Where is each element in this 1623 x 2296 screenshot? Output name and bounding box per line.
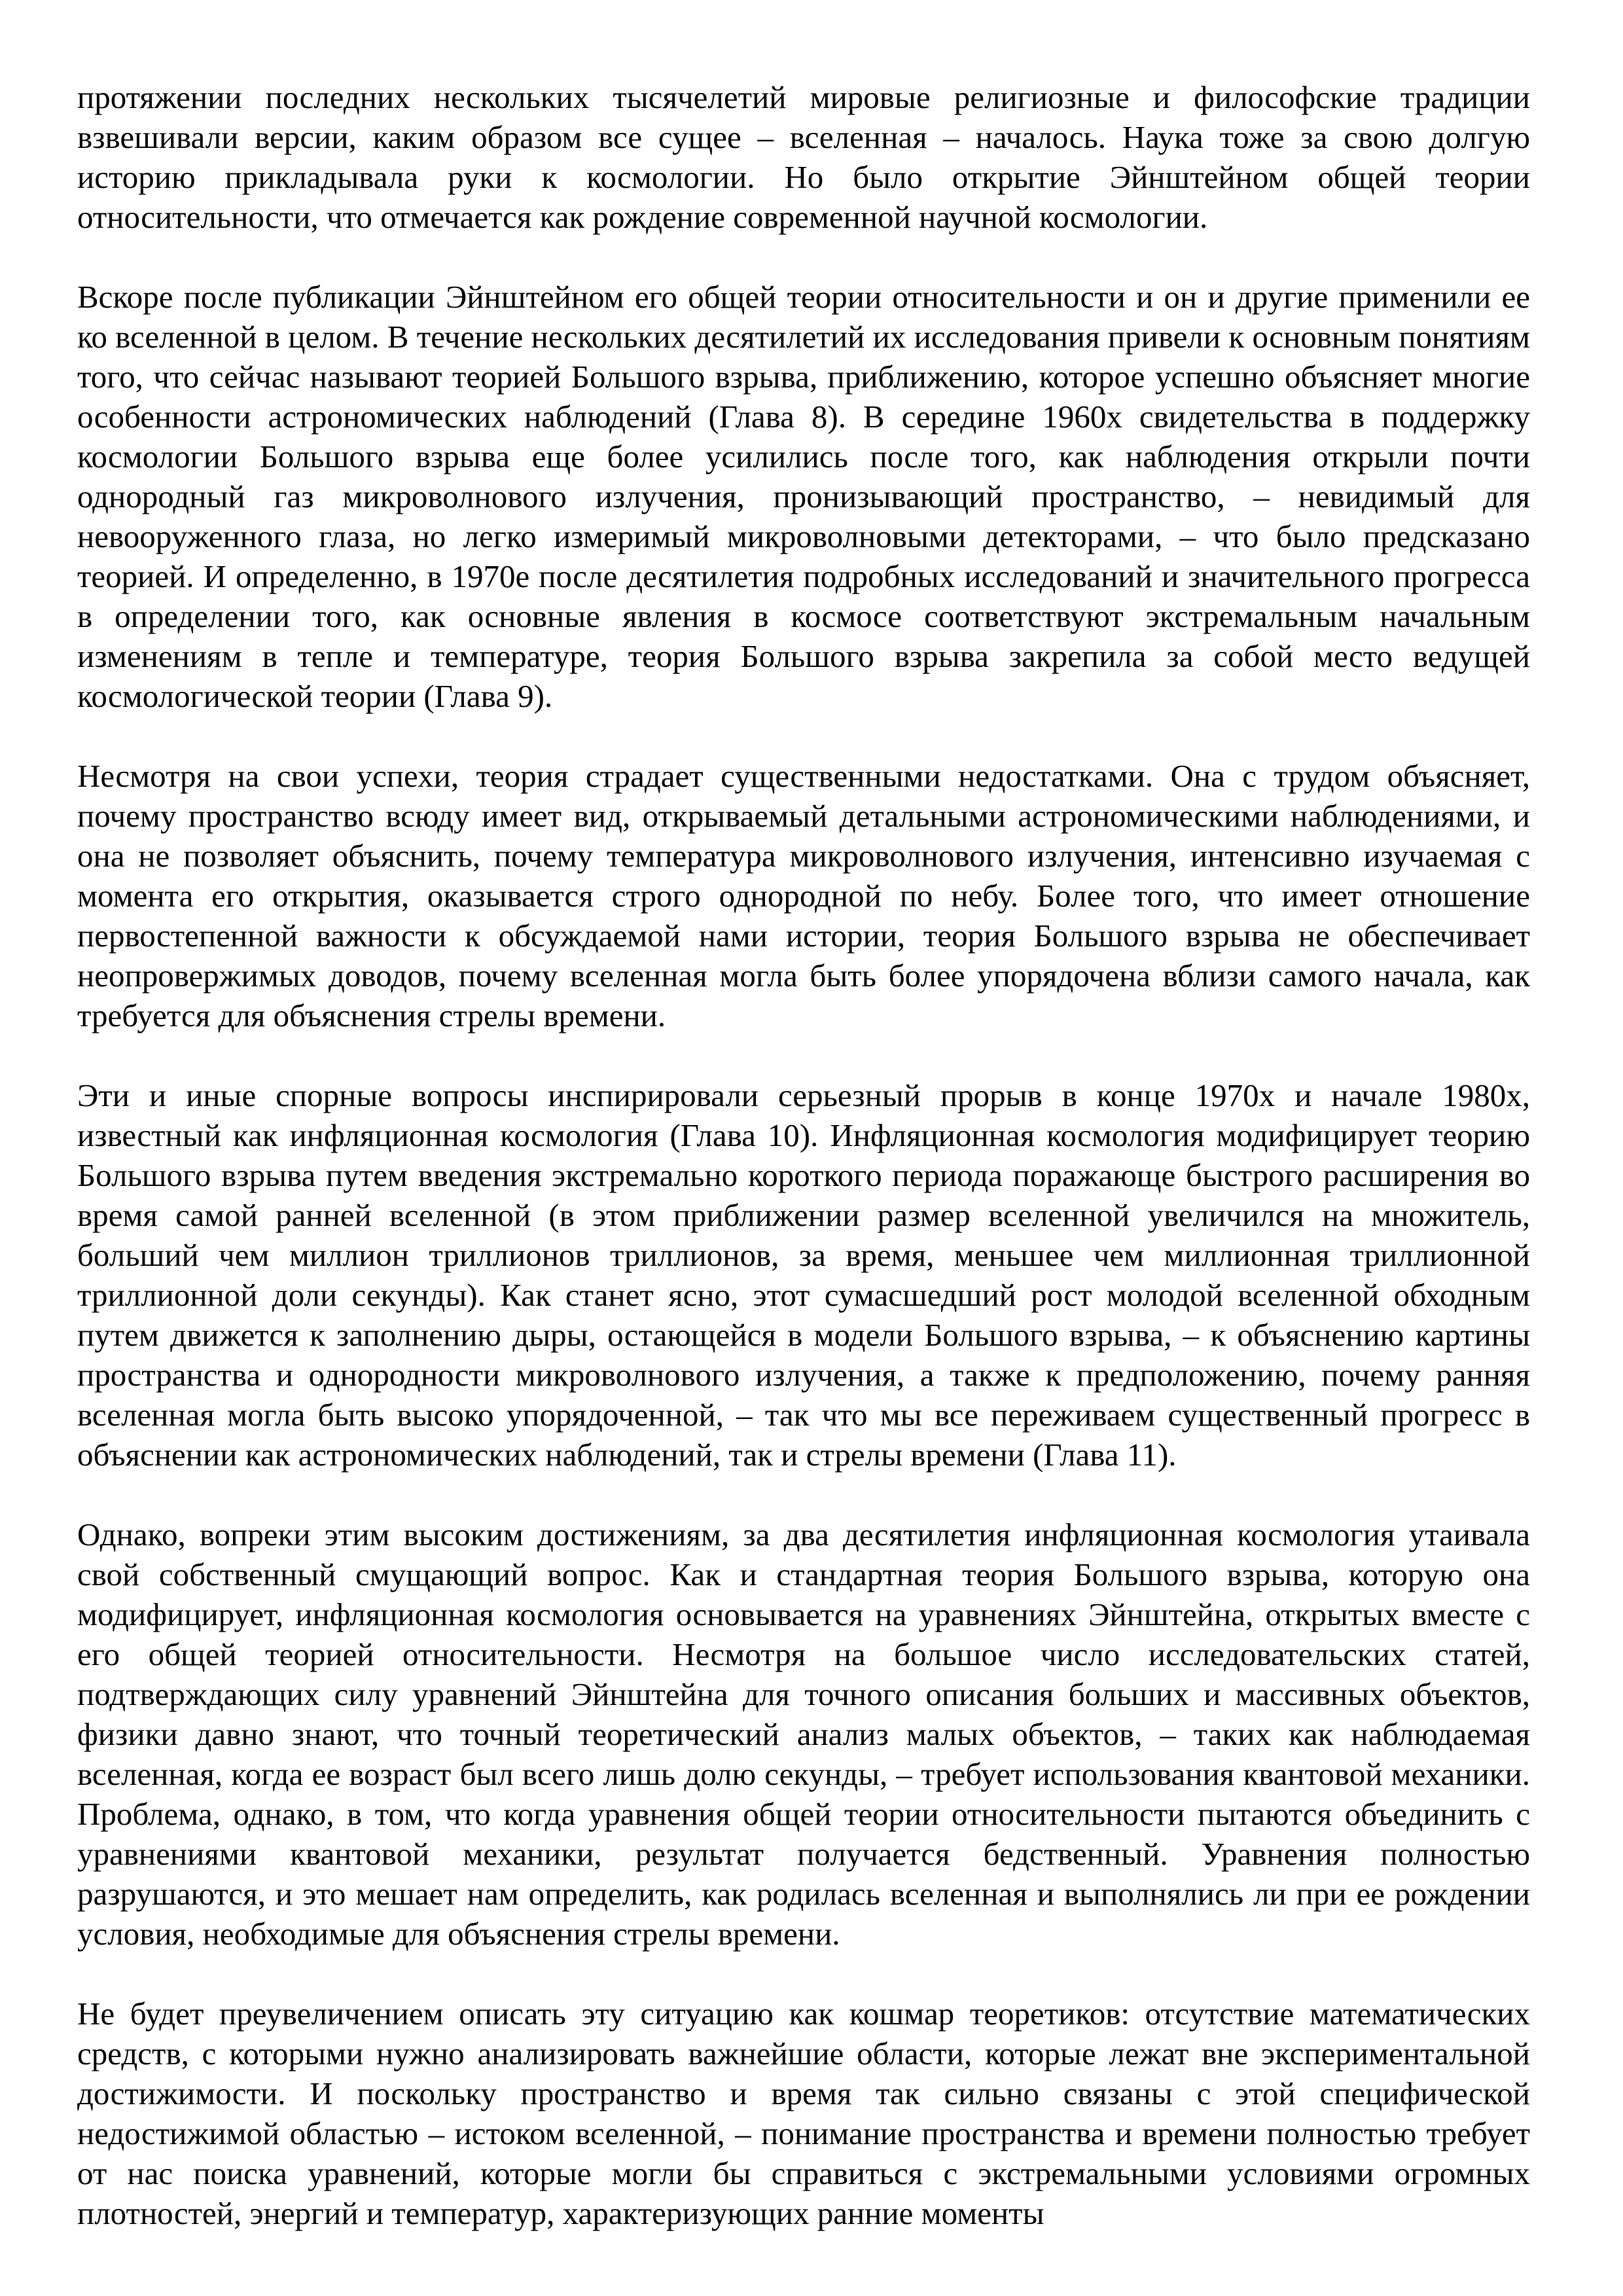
paragraph-6: Не будет преувеличением описать эту ситуацию как кошмар теоретиков: отсутствие математических средств, с которыми нужно анализировать важнейшие области, которые лежат вне экспериментальной достижимости. И поскольку пространство и время так сильно связаны с этой специфической недостижимой областью – истоком вселенной, – понимание пространства и времени полностью требует от нас поиска уравнений, которые могли бы справиться с экстремальными условиями огромных плотностей, энергий и температур, характеризующих ранние моменты [77,1996,1530,2231]
paragraph-5: Однако, вопреки этим высоким достижениям, за два десятилетия инфляционная космология утаивала свой собственный смущающий вопрос. Как и стандартная теория Большого взрыва, которую она модифицирует, инфляционная космология основывается на уравнениях Эйнштейна, открытых вместе с его общей теорией относительности. Несмотря на большое число исследовательских статей, подтверждающих силу уравнений Эйнштейна для точного описания больших и массивных объектов, физики давно знают, что точный теоретический анализ малых объектов, – таких как наблюдаемая вселенная, когда ее возраст был всего лишь долю секунды, – требует использования квантовой механики. Проблема, однако, в том, что когда уравнения общей теории относительности пытаются объединить с уравнениями квантовой механики, результат получается бедственный. Уравнения полностью разрушаются, и это мешает нам определить, как родилась вселенная и выполнялись ли при ее рождении условия, необходимые для объяснения стрелы времени. [77,1516,1530,1952]
paragraph-4: Эти и иные спорные вопросы инспирировали серьезный прорыв в конце 1970х и начале 1980х, известный как инфляционная космология (Глава 10). Инфляционная космология модифицирует теорию Большого взрыва путем введения экстремально короткого периода поражающе быстрого расширения во время самой ранней вселенной (в этом приближении размер вселенной увеличился на множитель, больший чем миллион триллионов триллионов, за время, меньшее чем миллионная триллионной триллионной доли секунды). Как станет ясно, этот сумасшедший рост молодой вселенной обходным путем движется к заполнению дыры, остающейся в модели Большого взрыва, – к объяснению картины пространства и однородности микроволнового излучения, а также к предположению, почему ранняя вселенная могла быть высоко упорядоченной, – так что мы все переживаем существенный прогресс в объяснении как астрономических наблюдений, так и стрелы времени (Глава 11). [77,1077,1530,1473]
document-page [77,77,1530,2233]
paragraph-3: Несмотря на свои успехи, теория страдает существенными недостатками. Она с трудом объясняет, почему пространство всюду имеет вид, открываемый детальными астрономическими наблюдениями, и она не позволяет объяснить, почему температура микроволнового излучения, интенсивно изучаемая с момента его открытия, оказывается строго однородной по небу. Более того, что имеет отношение первостепенной важности к обсуждаемой нами истории, теория Большого взрыва не обеспечивает неопровержимых доводов, почему вселенная могла быть более упорядочена вблизи самого начала, как требуется для объяснения стрелы времени. [77,758,1530,1033]
paragraph-1: протяжении последних нескольких тысячелетий мировые религиозные и философские традиции взвешивали версии, каким образом все сущее – вселенная – началось. Наука тоже за свою долгую историю прикладывала руки к космологии. Но было открытие Эйнштейном общей теории относительности, что отмечается как рождение современной научной космологии. [77,79,1530,235]
paragraph-2: Вскоре после публикации Эйнштейном его общей теории относительности и он и другие применили ее ко вселенной в целом. В течение нескольких десятилетий их исследования привели к основным понятиям того, что сейчас называют теорией Большого взрыва, приближению, которое успешно объясняет многие особенности астрономических наблюдений (Глава 8). В середине 1960х свидетельства в поддержку космологии Большого взрыва еще более усилились после того, как наблюдения открыли почти однородный газ микроволнового излучения, пронизывающий пространство, – невидимый для невооруженного глаза, но легко измеримый микроволновыми детекторами, – что было предсказано теорией. И определенно, в 1970е после десятилетия подробных исследований и значительного прогресса в определении того, как основные явления в космосе соответствуют экстремальным начальным изменениям в тепле и температуре, теория Большого взрыва закрепила за собой место ведущей космологической теории (Глава 9). [77,279,1530,714]
